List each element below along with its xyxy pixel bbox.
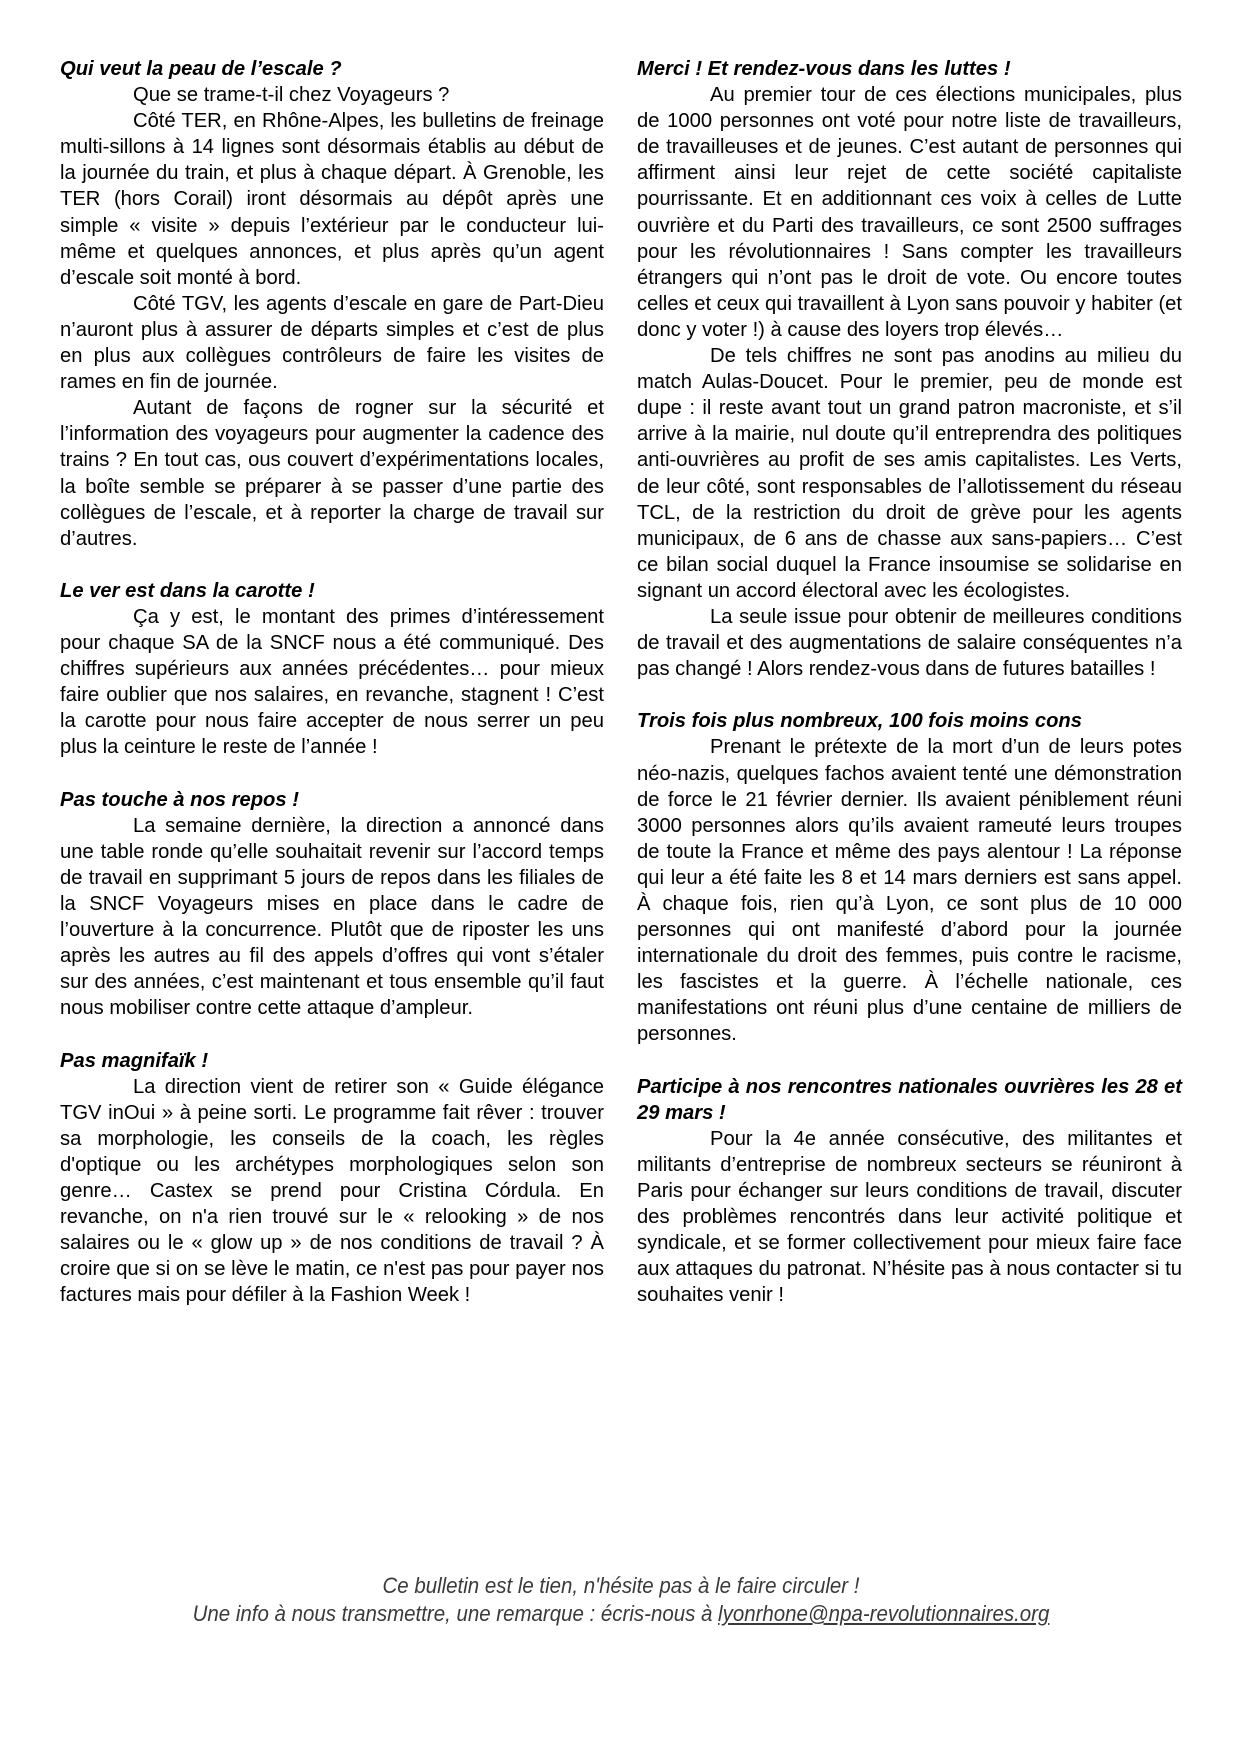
footer-contact-prefix: Une info à nous transmettre, une remarque : écris-nous à (192, 1601, 719, 1626)
contact-email-link[interactable]: lyonrhone@npa-revolutionnaires.org (718, 1601, 1050, 1626)
footer-contact-line (43, 1600, 1198, 1628)
article-paragraph: De tels chiffres ne sont pas anodins au milieu du match Aulas-Doucet. Pour le premier, peu de monde est dupe : il reste avant tout un grand patron macroniste, et s’il arrive à la mairie, nul doute qu’il entreprendra des politiques anti-ouvrières au profit de ses amis capitalistes. Les Verts, de leur côté, sont responsables de l’allotissement du réseau TCL, de la restriction du droit de grève pour les agents municipaux, de 6 ans de chasse aux sans-papiers… C’est ce bilan social duquel la France insoumise se solidarise en signant un accord électoral avec les écologistes. (637, 345, 1182, 602)
article (60, 787, 604, 1022)
article-paragraph: Ça y est, le montant des primes d’intéressement pour chaque SA de la SNCF nous a été communiqué. Des chiffres supérieurs aux années précédentes… pour mieux faire oublier que nos salaires, en revanche, stagnent ! C’est la carotte pour nous faire accepter de nous serrer un peu plus la ceinture le reste de l’année ! (60, 605, 604, 759)
article (60, 56, 604, 552)
article-paragraph: Côté TER, en Rhône-Alpes, les bulletins de freinage multi-sillons à 14 lignes sont désormais établis au début de la journée du train, et plus à chaque départ. À Grenoble, les TER (hors Corail) iront désormais au dépôt après une simple « visite » depuis l’extérieur par le conducteur lui-même et quelques annonces, et plus après qu’un agent d’escale soit monté à bord. (60, 110, 604, 289)
article (637, 1074, 1182, 1309)
article (60, 1048, 604, 1309)
article (637, 56, 1182, 682)
footer-share-line: Ce bulletin est le tien, n'hésite pas à le faire circuler ! (382, 1573, 860, 1598)
article-paragraph: Côté TGV, les agents d’escale en gare de Part-Dieu n’auront plus à assurer de départs simples et c’est de plus en plus aux collègues contrôleurs de faire les visites de rames en fin de journée. (60, 292, 604, 394)
article-paragraph: La seule issue pour obtenir de meilleures conditions de travail et des augmentations de salaire conséquentes n’a pas changé ! Alors rendez-vous dans de futures batailles ! (637, 605, 1182, 681)
right-column (637, 56, 1182, 1335)
article-paragraph: Au premier tour de ces élections municipales, plus de 1000 personnes ont voté pour notre liste de travailleurs, de travailleuses et de jeunes. C’est autant de personnes qui affirment ainsi leur rejet de cette société capitaliste pourrissante. Et en additionnant ces voix à celles de Lutte ouvrière et du Parti des travailleurs, ce sont 2500 suffrages pour les révolutionnaires ! Sans compter les travailleurs étrangers qui n’ont pas le droit de vote. Ou encore toutes celles et ceux qui travaillent à Lyon sans pouvoir y habiter (et donc y voter !) à cause des loyers trop élevés… (637, 84, 1182, 341)
article-paragraph: La direction vient de retirer son « Guide élégance TGV inOui » à peine sorti. Le programme fait rêver : trouver sa morphologie, les conseils de la coach, les règles d'optique ou les archétypes morphologiques selon son genre… Castex se prend pour Cristina Córdula. En revanche, on n'a rien trouvé sur le « relooking » de nos salaires ou le « glow up » de nos conditions de travail ? À croire que si on se lève le matin, ce n'est pas pour payer nos factures mais pour défiler à la Fashion Week ! (60, 1075, 604, 1307)
article-paragraph: Pour la 4e année consécutive, des militantes et militants d’entreprise de nombreux secteurs se réuniront à Paris pour échanger sur leurs conditions de travail, discuter des problèmes rencontrés dans leur activité politique et syndicale, et se former collectivement pour mieux faire face aux attaques du patronat. N’hésite pas à nous contacter si tu souhaites venir ! (637, 1127, 1182, 1307)
article-heading: Pas touche à nos repos ! (60, 788, 299, 811)
left-column (60, 56, 604, 1335)
article-heading: Trois fois plus nombreux, 100 fois moins cons (637, 710, 1082, 733)
article-heading: Pas magnifaïk ! (60, 1049, 209, 1072)
article-paragraph: Prenant le prétexte de la mort d’un de leurs potes néo-nazis, quelques fachos avaient tenté une démonstration de force le 21 février dernier. Ils avaient péniblement réuni 3000 personnes alors qu’ils avaient rameuté leurs troupes de toute la France et même des pays alentour ! La réponse qui leur a été faite les 8 et 14 mars derniers est sans appel. À chaque fois, rien qu’à Lyon, ce sont plus de 10 000 personnes qui ont manifesté d’abord pour la journée internationale du droit des femmes, puis contre le racisme, les fascistes et la guerre. À l’échelle nationale, ces manifestations ont réuni plus d’une centaine de milliers de personnes. (637, 736, 1182, 1046)
article (60, 578, 604, 761)
article-heading: Qui veut la peau de l’escale ? (60, 58, 342, 80)
article-heading: Le ver est dans la carotte ! (60, 579, 315, 602)
article-paragraph: La semaine dernière, la direction a annoncé dans une table ronde qu’elle souhaitait revenir sur l’accord temps de travail en supprimant 5 jours de repos dans les filiales de la SNCF Voyageurs mises en place dans le cadre de l’ouverture à la concurrence. Plutôt que de riposter les uns après les autres au fil des appels d’offres qui vont s’étaler sur des années, c’est maintenant et tous ensemble qu’il faut nous mobiliser contre cette attaque d’ampleur. (60, 814, 604, 1020)
article (637, 708, 1182, 1047)
article-heading: Merci ! Et rendez-vous dans les luttes ! (637, 58, 1011, 80)
article-paragraph: Autant de façons de rogner sur la sécurité et l’information des voyageurs pour augmenter la cadence des trains ? En tout cas, ous couvert d’expérimentations locales, la boîte semble se préparer à se passer d’une partie des collègues de l’escale, et à reporter la charge de travail sur d’autres. (60, 397, 604, 550)
footer (43, 1572, 1198, 1628)
article-paragraph: Que se trame-t-il chez Voyageurs ? (133, 84, 450, 107)
article-heading: Participe à nos rencontres nationales ouvrières les 28 et 29 mars ! (637, 1075, 1182, 1124)
